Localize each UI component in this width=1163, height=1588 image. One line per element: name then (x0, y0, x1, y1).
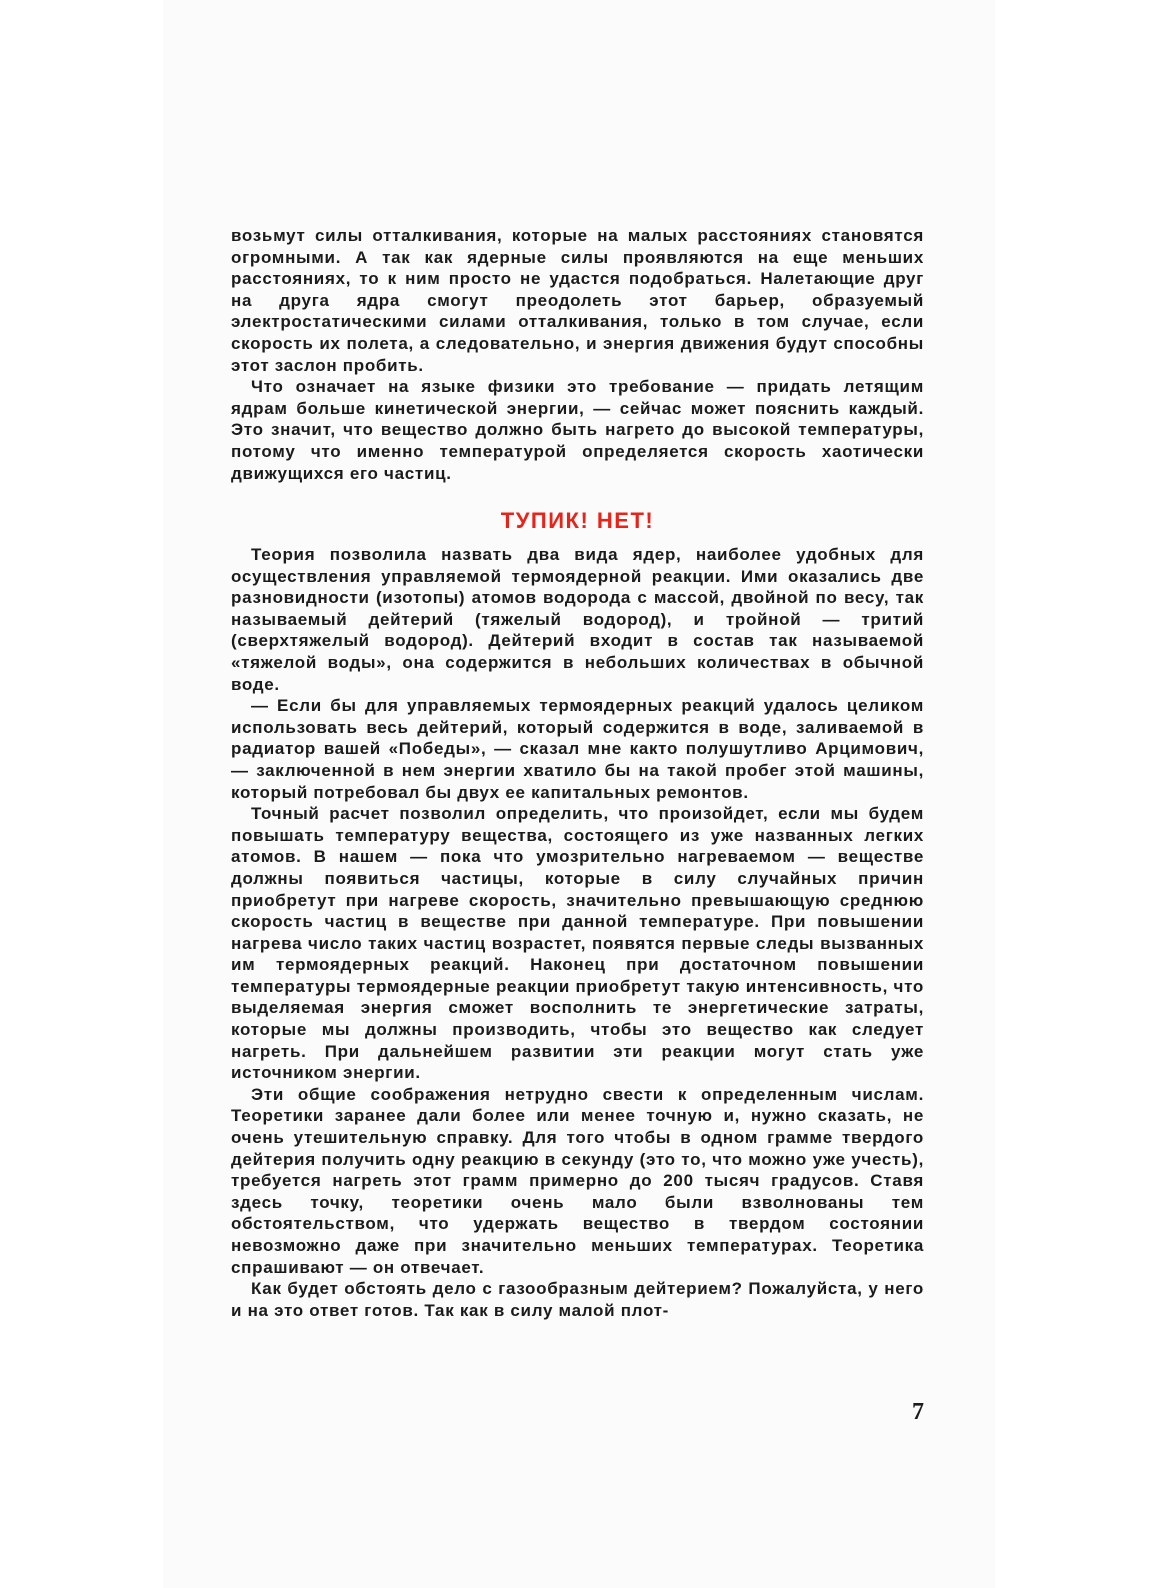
paragraph: Точный расчет позволил определить, что произойдет, если мы будем повышать температуру вещества, состоящего из уже названных легких атомов. В нашем — пока что умозрительно нагреваемом — веществе должны появиться частицы, которые в силу случайных причин приобретут при нагреве скорость, значительно превышающую среднюю скорость частиц в веществе при данной температуре. При повышении нагрева число таких частиц возрастет, появятся первые следы вызванных им термоядерных реакций. Наконец при достаточном повышении температуры термоядерные реакции приобретут такую интенсивность, что выделяемая энергия сможет восполнить те энергетические затраты, которые мы должны производить, чтобы это вещество как следует нагреть. При дальнейшем развитии эти реакции могут стать уже источником энергии. (231, 804, 924, 1083)
paragraph: Как будет обстоять дело с газообразным дейтерием? Пожалуйста, у него и на это ответ готов. Так как в силу малой плот- (231, 1279, 924, 1320)
paragraph: Что означает на языке физики это требование — придать летящим ядрам больше кинетической энергии, — сейчас может пояснить каждый. Это значит, что вещество должно быть нагрето до высокой температуры, потому что именно температурой определяется скорость хаотически движущихся его частиц. (231, 377, 924, 483)
text-block-main (231, 544, 924, 1321)
paragraph-continued: возьмут силы отталкивания, которые на малых расстояниях становятся огромными. А так как ядерные силы проявляются на еще меньших расстояниях, то к ним просто не удастся подобраться. Налетающие друг на друга ядра смогут преодолеть этот барьер, образуемый электростатическими силами отталкивания, только в том случае, если скорость их полета, а следовательно, и энергия движения будут способны этот заслон пробить. (231, 226, 924, 375)
paragraph: Эти общие соображения нетрудно свести к определенным числам. Теоретики заранее дали более или менее точную и, нужно сказать, не очень утешительную справку. Для того чтобы в одном грамме твердого дейтерия получить одну реакцию в секунду (это то, что можно уже учесть), требуется нагреть этот грамм примерно до 200 тысяч градусов. Ставя здесь точку, теоретики очень мало были взволнованы тем обстоятельством, что удержать вещество в твердом состоянии невозможно даже при значительно меньших температурах. Теоретика спрашивают — он отвечает. (231, 1084, 924, 1277)
paragraph: Теория позволила назвать два вида ядер, наиболее удобных для осуществления управляемой термоядерной реакции. Ими оказались две разновидности (изотопы) атомов водорода с массой, двойной по весу, так называемый дейтерий (тяжелый водород), и тройной — тритий (сверхтяжелый водород). Дейтерий входит в состав так называемой «тяжелой воды», она содержится в небольших количествах в обычной воде. (231, 545, 924, 694)
paragraph: — Если бы для управляемых термоядерных реакций удалось целиком использовать весь дейтерий, который содержится в воде, заливаемой в радиатор вашей «Победы», — сказал мне както полушутливо Арцимович, — заключенной в нем энергии хватило бы на такой пробег этой машины, который потребовал бы двух ее капитальных ремонтов. (231, 696, 924, 802)
section-heading: ТУПИК! НЕТ! (500, 508, 655, 533)
text-block-top (231, 225, 924, 484)
page-number: 7 (912, 1399, 924, 1425)
